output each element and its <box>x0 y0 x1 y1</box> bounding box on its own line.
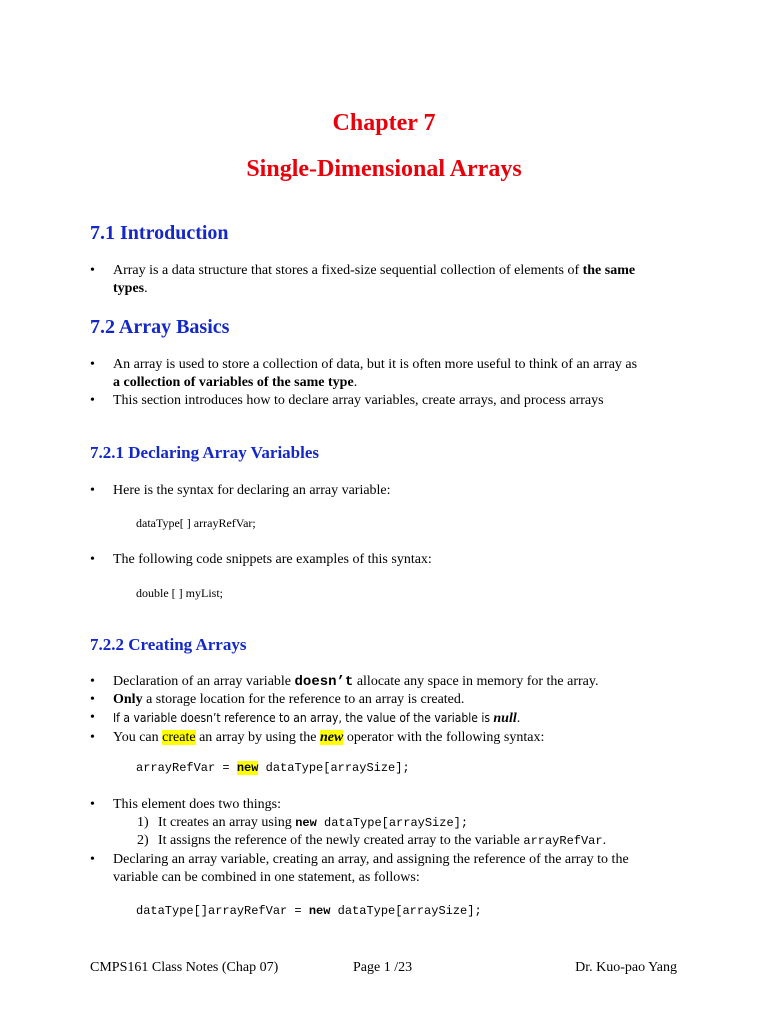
text: . <box>353 375 358 390</box>
s722-bullet-2 <box>113 691 464 709</box>
code-create-syntax <box>136 761 410 775</box>
text: an array by using the <box>195 730 320 745</box>
bold-text: the same <box>582 263 636 278</box>
text: You can <box>113 730 163 745</box>
bold-code: doesn’t <box>294 674 354 690</box>
text: It creates an array using <box>158 815 296 830</box>
bullet-marker: • <box>90 552 95 567</box>
numbered-marker: 1) <box>137 815 149 830</box>
s71-bullet-1-line-1 <box>113 262 635 280</box>
s722-bullet-6-line-2: variable can be combined in one statement, as follows: <box>113 870 420 885</box>
highlighted-keyword: new <box>319 730 344 745</box>
text: It assigns the reference of the newly created array to the variable <box>158 833 524 848</box>
code-text: dataType[]arrayRefVar = <box>136 904 309 918</box>
code-keyword: new <box>236 761 259 775</box>
chapter-title: Single-Dimensional Arrays <box>246 156 522 182</box>
code-example-mylist: double [ ] myList; <box>136 586 223 600</box>
bullet-marker: • <box>90 674 95 689</box>
text: Declaration of an array variable <box>113 674 295 689</box>
section-7-1-heading: 7.1 Introduction <box>90 222 229 244</box>
s721-bullet-1: Here is the syntax for declaring an array variable: <box>113 483 391 498</box>
text: . <box>144 281 148 296</box>
footer-course: CMPS161 Class Notes (Chap 07) <box>90 960 279 975</box>
bullet-marker: • <box>90 852 95 867</box>
code-text: dataType[arraySize]; <box>258 761 410 775</box>
numbered-item-2 <box>158 832 606 850</box>
code-combined-statement <box>136 904 482 918</box>
s722-bullet-1 <box>113 673 598 691</box>
bullet-marker: • <box>90 710 95 725</box>
code-text: arrayRefVar = <box>136 761 237 775</box>
bullet-marker: • <box>90 692 95 707</box>
text: allocate any space in memory for the array. <box>353 674 599 689</box>
s722-bullet-6-line-1: Declaring an array variable, creating an array, and assigning the reference of the array to the <box>113 852 629 867</box>
bullet-marker: • <box>90 730 95 745</box>
section-7-2-1-heading: 7.2.1 Declaring Array Variables <box>90 443 320 462</box>
chapter-heading: Chapter 7 <box>332 110 436 136</box>
s72-bullet-2: This section introduces how to declare array variables, create arrays, and process arrays <box>113 393 604 408</box>
bullet-marker: • <box>90 797 95 812</box>
footer-author: Dr. Kuo-pao Yang <box>575 960 677 975</box>
code-text: dataType[arraySize]; <box>330 904 482 918</box>
code-keyword: new <box>295 816 317 830</box>
s72-bullet-1-line-2 <box>113 374 357 392</box>
bullet-marker: • <box>90 263 95 278</box>
numbered-item-1 <box>158 814 468 832</box>
text: . <box>516 711 521 726</box>
bullet-marker: • <box>90 357 95 372</box>
s722-bullet-4 <box>113 729 544 747</box>
bullet-marker: • <box>90 393 95 408</box>
s721-bullet-2: The following code snippets are examples of this syntax: <box>113 552 432 567</box>
section-7-2-2-heading: 7.2.2 Creating Arrays <box>90 635 247 654</box>
s71-bullet-1-line-2 <box>113 280 148 298</box>
bold-text: Only <box>113 692 143 707</box>
bold-text: types <box>113 281 145 296</box>
highlighted-text: create <box>162 730 196 745</box>
s72-bullet-1-line-1: An array is used to store a collection of data, but it is often more useful to think of an array as <box>113 357 638 372</box>
s722-bullet-3 <box>113 709 520 728</box>
text: a storage location for the reference to an array is created. <box>142 692 465 707</box>
bold-italic-text: null <box>493 711 517 726</box>
section-7-2-heading: 7.2 Array Basics <box>90 316 230 338</box>
bullet-marker: • <box>90 483 95 498</box>
footer-page-number: Page 1 /23 <box>353 960 413 975</box>
text: operator with the following syntax: <box>343 730 545 745</box>
s722-bullet-5: This element does two things: <box>113 797 281 812</box>
bold-text: a collection of variables of the same type <box>113 375 354 390</box>
code-text: dataType[arraySize]; <box>316 816 469 830</box>
code-text: arrayRefVar <box>523 834 603 848</box>
text: Array is a data structure that stores a fixed-size sequential collection of elements of <box>113 263 583 278</box>
text: . <box>602 833 607 848</box>
code-keyword: new <box>308 904 331 918</box>
text: If a variable doesn’t reference to an array, the value of the variable is <box>113 711 494 725</box>
numbered-marker: 2) <box>137 833 149 848</box>
code-example-declaration: dataType[ ] arrayRefVar; <box>136 516 256 530</box>
